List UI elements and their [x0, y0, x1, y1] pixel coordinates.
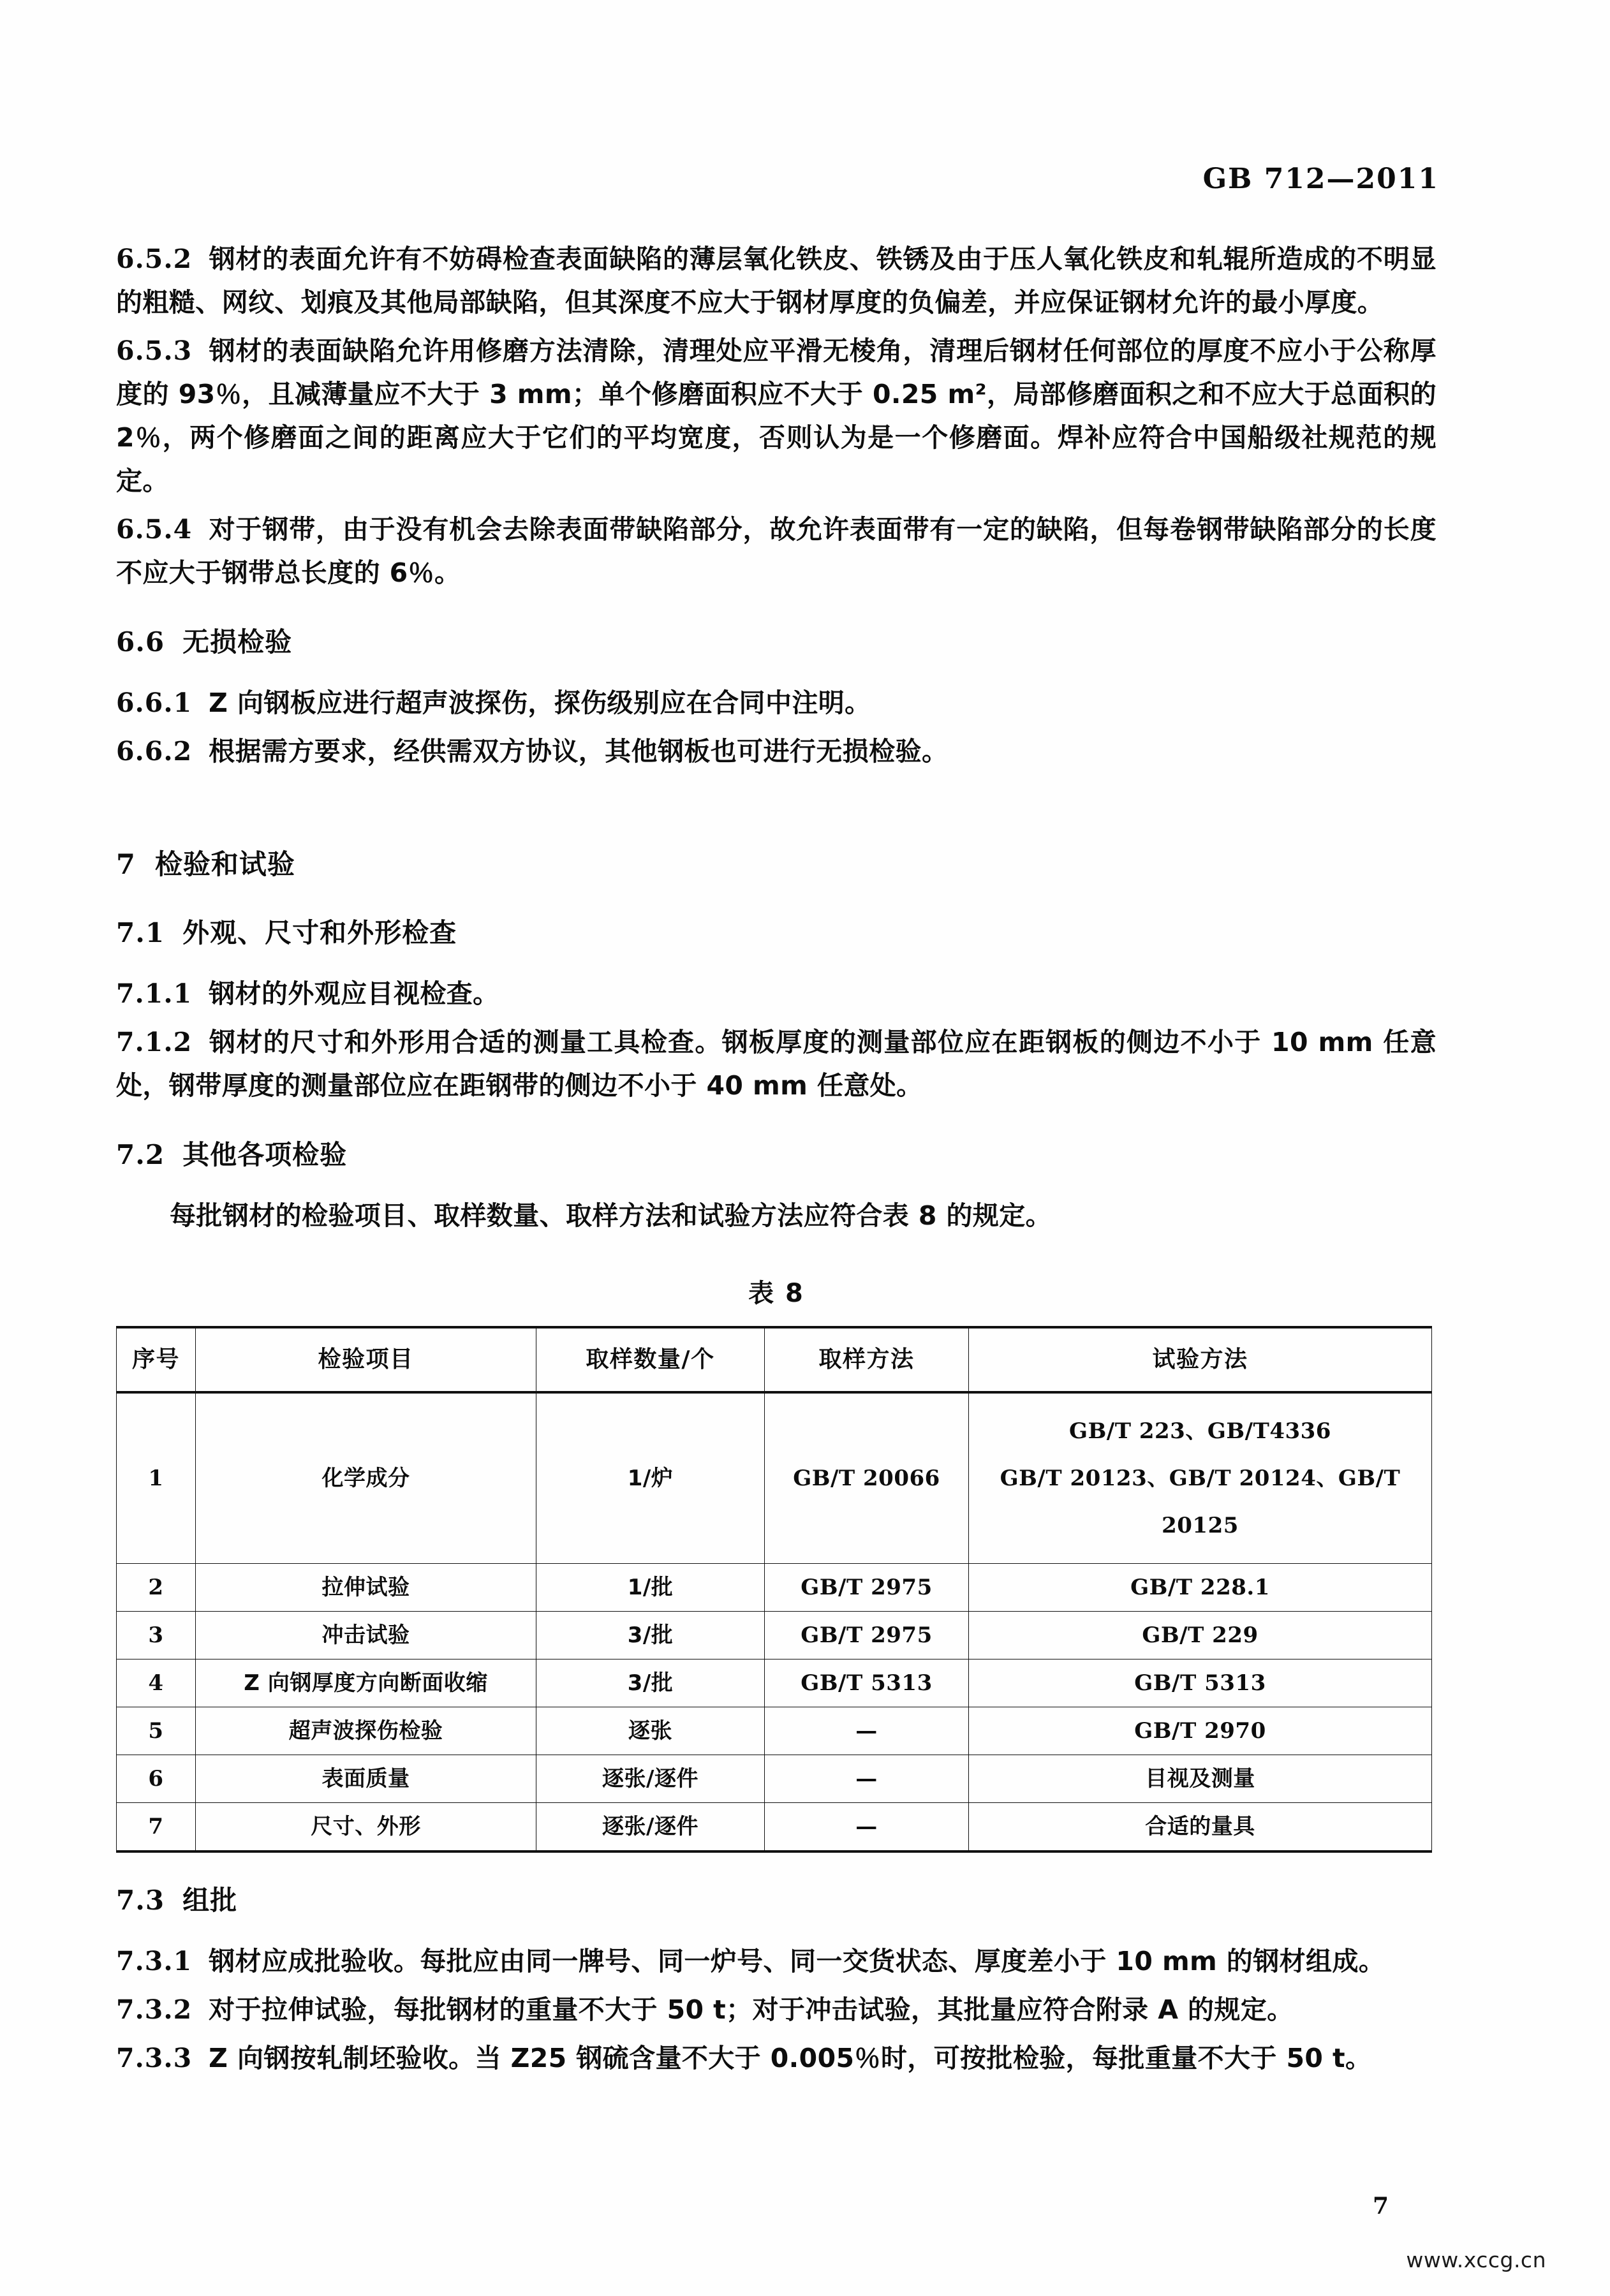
cell-item: 表面质量 — [196, 1755, 536, 1803]
heading-title: 无损检验 — [182, 626, 293, 658]
heading-title: 检验和试验 — [154, 849, 295, 881]
clause-number: 6.6.1 — [116, 688, 193, 718]
cell-index: 7 — [117, 1803, 196, 1852]
cell-sample-method: — — [765, 1707, 969, 1755]
cell-sample-method: — — [765, 1755, 969, 1803]
clause-6-5-2 — [116, 237, 1436, 324]
cell-item: Z 向钢厚度方向断面收缩 — [196, 1659, 536, 1707]
cell-index: 4 — [117, 1659, 196, 1707]
table-row — [117, 1803, 1432, 1852]
cell-sample-qty: 1/批 — [536, 1564, 765, 1612]
clause-text: 钢材的外观应目视检查。 — [209, 978, 499, 1009]
clause-7-1-1 — [116, 972, 1436, 1015]
cell-item: 尺寸、外形 — [196, 1803, 536, 1852]
heading-number: 7.1 — [116, 917, 165, 948]
section-spacer — [116, 778, 1436, 807]
clause-7-2-body: 每批钢材的检验项目、取样数量、取样方法和试验方法应符合表 8 的规定。 — [170, 1200, 1052, 1231]
column-header-test-method: 试验方法 — [969, 1327, 1432, 1392]
cell-item: 化学成分 — [196, 1392, 536, 1564]
cell-item: 冲击试验 — [196, 1612, 536, 1659]
cell-sample-qty: 逐张/逐件 — [536, 1803, 765, 1852]
cell-test-method-line1: GB/T 223、GB/T4336 — [1069, 1418, 1331, 1444]
clause-text: 钢材的表面允许有不妨碍检查表面缺陷的薄层氧化铁皮、铁锈及由于压人氧化铁皮和轧辊所造成的不明显的粗糙、网纹、划痕及其他局部缺陷，但其深度不应大于钢材厚度的负偏差，并应保证钢材允许的最小厚度。 — [116, 244, 1436, 318]
table-row — [117, 1564, 1432, 1612]
table-row — [117, 1659, 1432, 1707]
cell-test-method — [969, 1392, 1432, 1564]
cell-sample-method: GB/T 5313 — [765, 1659, 969, 1707]
heading-6-6 — [116, 622, 1436, 662]
cell-index: 5 — [117, 1707, 196, 1755]
cell-index: 3 — [117, 1612, 196, 1659]
clause-number: 6.6.2 — [116, 736, 193, 767]
cell-test-method: 目视及测量 — [969, 1755, 1432, 1803]
clause-text: 钢材的尺寸和外形用合适的测量工具检查。钢板厚度的测量部位应在距钢板的侧边不小于 10 mm 任意处，钢带厚度的测量部位应在距钢带的侧边不小于 40 mm 任意处。 — [116, 1027, 1436, 1101]
clause-number: 6.5.3 — [116, 335, 193, 366]
heading-7-1 — [116, 913, 1436, 953]
clause-7-3-2 — [116, 1988, 1436, 2031]
cell-item: 拉伸试验 — [196, 1564, 536, 1612]
heading-number: 7.3 — [116, 1885, 165, 1916]
clause-text: Z 向钢板应进行超声波探伤，探伤级别应在合同中注明。 — [209, 688, 871, 718]
cell-item: 超声波探伤检验 — [196, 1707, 536, 1755]
table-row — [117, 1612, 1432, 1659]
heading-number: 7 — [116, 849, 136, 881]
page-number: 7 — [1373, 2193, 1389, 2219]
clause-text: 钢材的表面缺陷允许用修磨方法清除，清理处应平滑无棱角，清理后钢材任何部位的厚度不应小于公称厚度的 93％，且减薄量应不大于 3 mm；单个修磨面积应不大于 0.25 m²，局部修磨面积之和不应大于总面积的 2％，两个修磨面之间的距离应大于它们的平均宽度，否则认为是一个修磨面。焊补应符合中国船级社规范的规定。 — [116, 335, 1436, 496]
document-body — [116, 237, 1436, 2085]
cell-sample-method: — — [765, 1803, 969, 1852]
clause-7-3-3 — [116, 2036, 1436, 2080]
running-header: GB 712—2011 — [1202, 163, 1439, 195]
cell-test-method: GB/T 228.1 — [969, 1564, 1432, 1612]
heading-title: 外观、尺寸和外形检查 — [182, 917, 457, 948]
clause-6-6-2 — [116, 730, 1436, 773]
clause-text: 根据需方要求，经供需双方协议，其他钢板也可进行无损检验。 — [209, 736, 949, 767]
clause-number: 7.3.2 — [116, 1994, 193, 2025]
table-8-caption: 表 8 — [748, 1279, 804, 1308]
clause-6-5-4 — [116, 508, 1436, 594]
clause-number: 6.5.4 — [116, 514, 193, 545]
cell-test-method-line2: GB/T 20123、GB/T 20124、GB/T 20125 — [1000, 1466, 1401, 1538]
cell-index: 6 — [117, 1755, 196, 1803]
clause-7-1-2 — [116, 1020, 1436, 1107]
clause-text: 对于钢带，由于没有机会去除表面带缺陷部分，故允许表面带有一定的缺陷，但每卷钢带缺陷部分的长度不应大于钢带总长度的 6％。 — [116, 514, 1436, 588]
cell-test-method: GB/T 5313 — [969, 1659, 1432, 1707]
heading-number: 6.6 — [116, 626, 165, 658]
cell-sample-qty: 3/批 — [536, 1612, 765, 1659]
heading-title: 组批 — [182, 1885, 238, 1916]
table-8 — [116, 1326, 1432, 1853]
clause-text: 钢材应成批验收。每批应由同一牌号、同一炉号、同一交货状态、厚度差小于 10 mm 的钢材组成。 — [209, 1946, 1385, 1976]
clause-text: 对于拉伸试验，每批钢材的重量不大于 50 t；对于冲击试验，其批量应符合附录 A 的规定。 — [209, 1994, 1294, 2025]
cell-sample-qty: 3/批 — [536, 1659, 765, 1707]
cell-index: 1 — [117, 1392, 196, 1564]
column-header-sample-method: 取样方法 — [765, 1327, 969, 1392]
clause-number: 7.1.2 — [116, 1027, 193, 1057]
cell-test-method: GB/T 2970 — [969, 1707, 1432, 1755]
heading-7-2 — [116, 1135, 1436, 1175]
clause-text: Z 向钢按轧制坯验收。当 Z25 钢硫含量不大于 0.005％时，可按批检验，每批重量不大于 50 t。 — [209, 2043, 1372, 2073]
table-row — [117, 1707, 1432, 1755]
heading-7-3 — [116, 1881, 1436, 1920]
table-header-row — [117, 1327, 1432, 1392]
clause-number: 7.1.1 — [116, 978, 193, 1009]
column-header-index: 序号 — [117, 1327, 196, 1392]
clause-6-5-3 — [116, 329, 1436, 503]
column-header-sample-qty: 取样数量/个 — [536, 1327, 765, 1392]
cell-sample-method: GB/T 20066 — [765, 1392, 969, 1564]
clause-6-6-1 — [116, 681, 1436, 725]
cell-sample-qty: 1/炉 — [536, 1392, 765, 1564]
cell-sample-method: GB/T 2975 — [765, 1612, 969, 1659]
heading-7 — [116, 844, 1436, 885]
table-row — [117, 1392, 1432, 1564]
cell-sample-qty: 逐张 — [536, 1707, 765, 1755]
clause-number: 6.5.2 — [116, 244, 193, 274]
cell-test-method: GB/T 229 — [969, 1612, 1432, 1659]
heading-title: 其他各项检验 — [182, 1139, 348, 1170]
clause-number: 7.3.3 — [116, 2043, 193, 2073]
clause-7-3-1 — [116, 1939, 1436, 1983]
cell-sample-method: GB/T 2975 — [765, 1564, 969, 1612]
column-header-item: 检验项目 — [196, 1327, 536, 1392]
cell-test-method: 合适的量具 — [969, 1803, 1432, 1852]
clause-number: 7.3.1 — [116, 1946, 193, 1976]
table-row — [117, 1755, 1432, 1803]
watermark: www.xccg.cn — [1406, 2248, 1546, 2272]
heading-number: 7.2 — [116, 1139, 165, 1170]
cell-sample-qty: 逐张/逐件 — [536, 1755, 765, 1803]
cell-index: 2 — [117, 1564, 196, 1612]
